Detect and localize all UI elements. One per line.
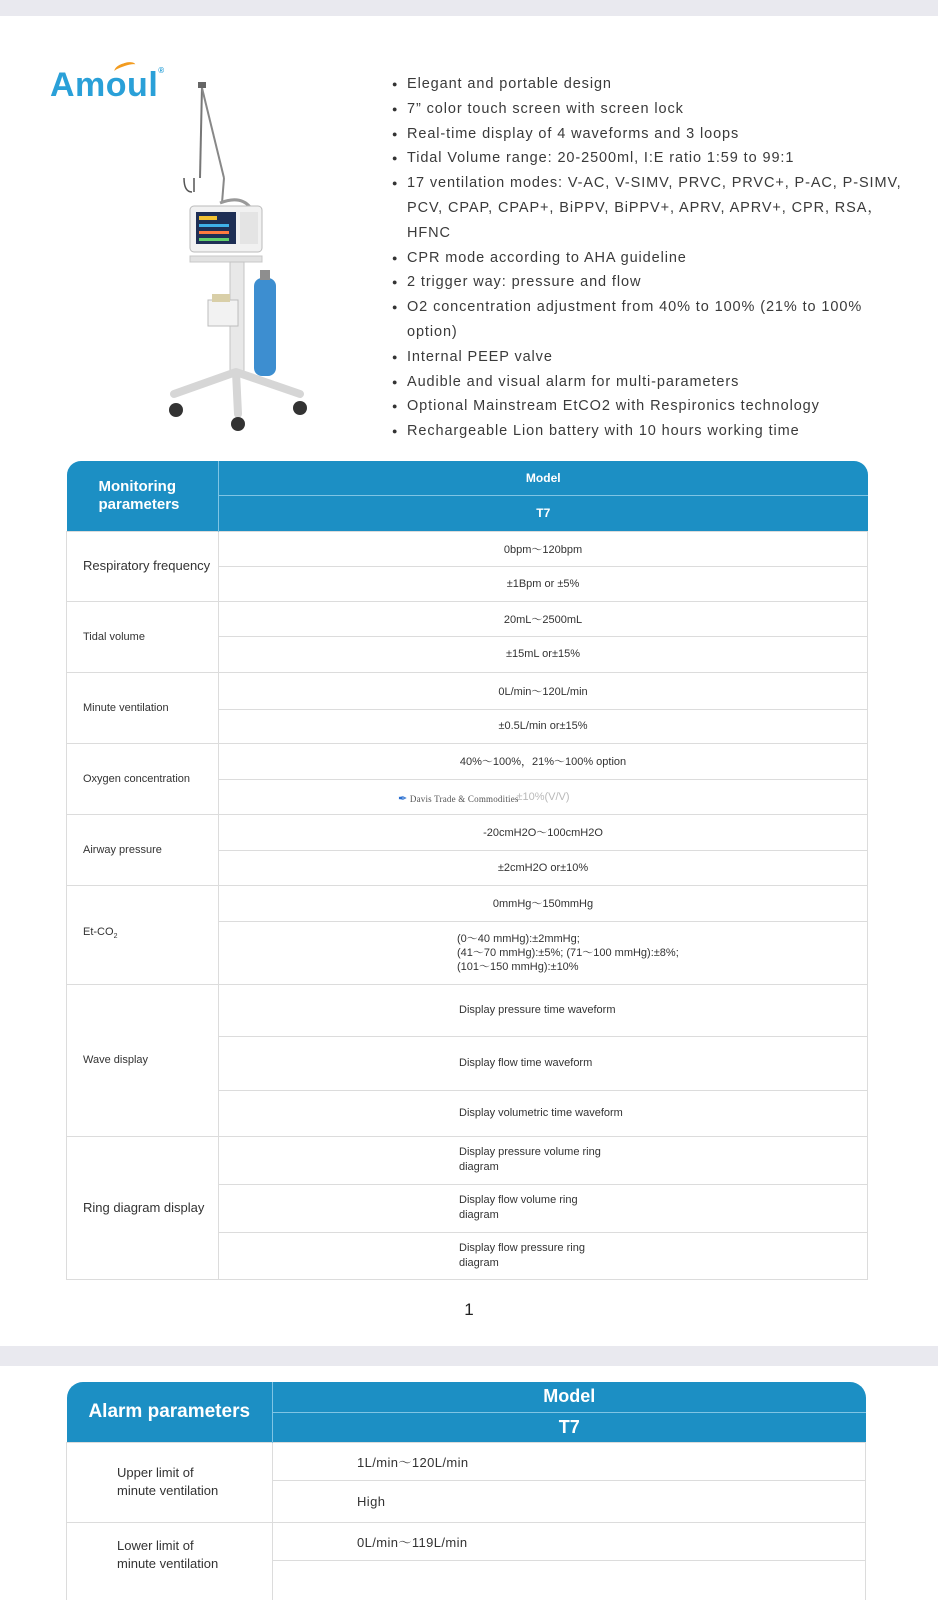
table-row-param: Upper limit of minute ventilation [67,1442,273,1522]
table-row-param: Wave display [67,984,219,1136]
table-cell-value: Display pressure time waveform [219,984,868,1036]
feature-item: ● Elegant and portable design [392,72,912,97]
feature-item: ● 2 trigger way: pressure and flow [392,270,912,295]
ventilator-device-image [150,78,330,438]
feature-item: ● 17 ventilation modes: V-AC, V-SIMV, PRVC, PRVC+, P-AC, P-SIMV, PCV, CPAP, CPAP+, BiPPV, BiPPV+, APRV, APRV+, CPR, RSA， HFNC [392,171,912,245]
table-cell-range: 20mL～2500mL [219,601,868,636]
alarm-parameters-table [66,1382,866,1600]
table-cell-range: 0mmHg～150mmHg [219,885,868,921]
feature-item: ● Real-time display of 4 waveforms and 3 loops [392,122,912,147]
table-cell-accuracy: ±15mL or±15% [219,636,868,672]
table-row-param: Airway pressure [67,814,219,885]
table-row-param: Lower limit of minute ventilation [67,1522,273,1600]
table-cell-accuracy: ±2cmH2O or±10% [219,850,868,885]
table-cell-range: 0bpm～120bpm [219,531,868,566]
feature-item: ● Tidal Volume range: 20-2500ml, I:E ratio 1:59 to 99:1 [392,146,912,171]
table-header-model: Model [219,461,868,495]
feature-item: ● Optional Mainstream EtCO2 with Respironics technology [392,394,912,419]
table-row-param: Oxygen concentration [67,743,219,814]
feature-item: ● O2 concentration adjustment from 40% to 100% (21% to 100% option) [392,295,912,345]
feature-item: ● 7” color touch screen with screen lock [392,97,912,122]
feature-item: ● Internal PEEP valve [392,345,912,370]
monitoring-parameters-table [66,461,868,1280]
table-cell-value: Display flow volume ring diagram [219,1184,868,1232]
table-cell-value: Display volumetric time waveform [219,1090,868,1136]
feature-item: ● CPR mode according to AHA guideline [392,246,912,271]
table-header-param: Alarm parameters [67,1382,273,1442]
table-header-model-name: T7 [219,495,868,531]
table-cell-range: 40%～100%，21%～100% option [219,743,868,779]
amoul-logo: Amoul® [50,66,165,104]
table-cell-accuracy: (0～40 mmHg):±2mmHg; (41～70 mmHg):±5%; (71～100 mmHg):±8%; (101～150 mmHg):±10% [219,921,868,984]
pin-icon: ✒ [398,793,408,805]
table-row-param: $Et-CO_2$ [67,885,219,984]
table-cell-value: Display flow time waveform [219,1036,868,1090]
table-row-param: Respiratory frequency [67,531,219,601]
table-cell-value: Display flow pressure ring diagram [219,1232,868,1279]
table-cell-default [273,1560,866,1600]
feature-list [392,72,912,444]
feature-item: ● Audible and visual alarm for multi-parameters [392,370,912,395]
page-number: 1 [464,1300,474,1319]
table-cell-accuracy: ±1Bpm or ±5% [219,566,868,601]
table-header-model-name: T7 [273,1412,866,1442]
table-cell-range: 1L/min～120L/min [273,1442,866,1480]
table-header-model: Model [273,1382,866,1412]
table-row-param: Tidal volume [67,601,219,672]
document-page-1 [0,16,938,1346]
table-row-param: Minute ventilation [67,672,219,743]
watermark: ✒ Davis Trade & Commodities [398,793,519,805]
feature-item: ● Rechargeable Lion battery with 10 hours working time [392,419,912,444]
table-row-param: Ring diagram display [67,1136,219,1279]
table-cell-default: High [273,1480,866,1522]
table-cell-value: Display pressure volume ring diagram [219,1136,868,1184]
table-cell-range: -20cmH2O～100cmH2O [219,814,868,850]
table-cell-range: 0L/min～119L/min [273,1522,866,1560]
table-cell-accuracy: ±10%(V/V) [219,779,868,814]
table-cell-range: 0L/min～120L/min [219,672,868,709]
table-header-param: Monitoring parameters [67,461,219,531]
table-cell-accuracy: ±0.5L/min or±15% [219,709,868,743]
